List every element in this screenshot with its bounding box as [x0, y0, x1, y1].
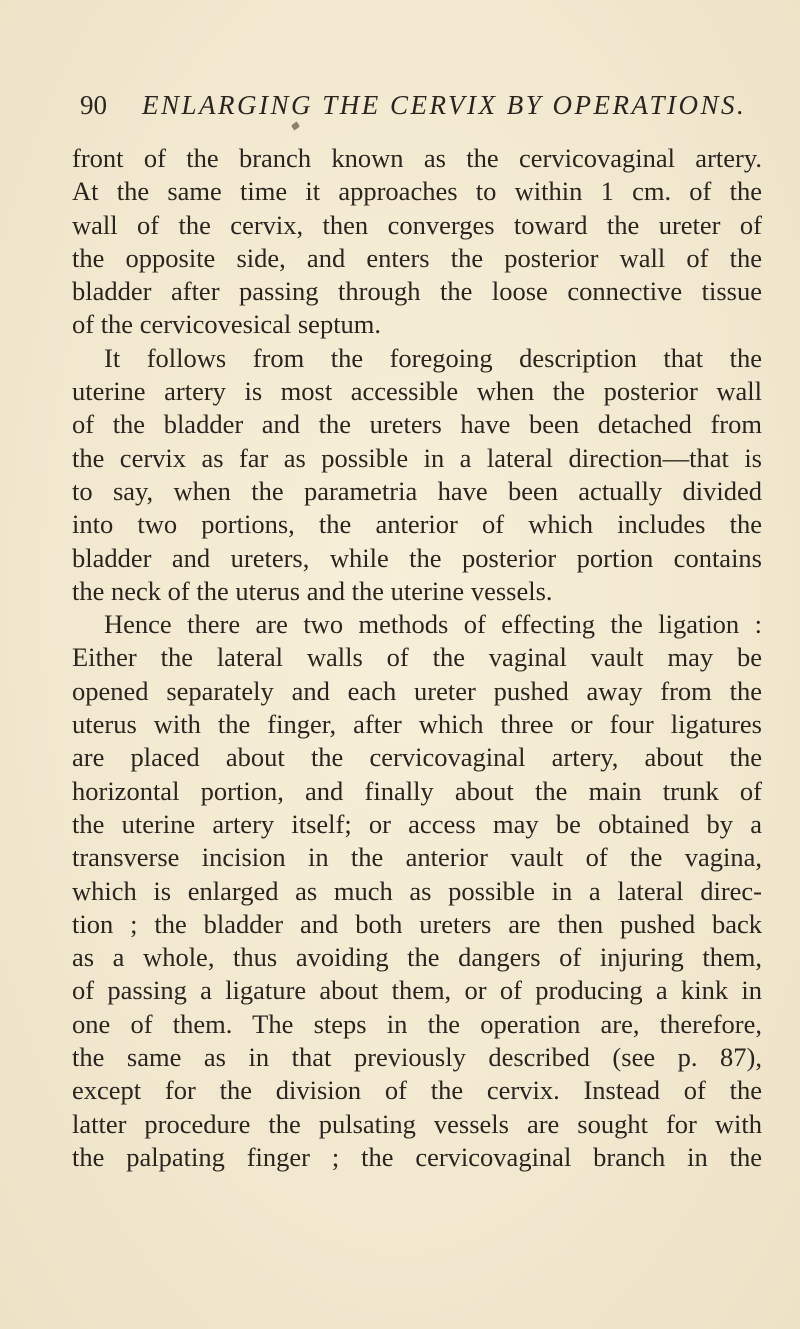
text-line: the palpating finger ; the cervicovaginal branch in the	[72, 1141, 762, 1172]
page-number: 90	[80, 90, 107, 120]
text-line: Either the lateral walls of the vaginal vault may be	[72, 642, 762, 673]
text-line: of the bladder and the ureters have been detached from	[72, 409, 762, 440]
page-header	[80, 88, 747, 122]
text-line: uterus with the finger, after which three or four ligatures	[72, 709, 762, 740]
body-text	[72, 142, 762, 1174]
paragraph-start-line: It follows from the foregoing description that the	[104, 342, 762, 373]
text-line: bladder after passing through the loose connective tissue	[72, 276, 762, 307]
text-line: the cervix as far as possible in a lateral direction—that is	[72, 442, 762, 473]
text-line: front of the branch known as the cervicovaginal artery.	[72, 143, 762, 173]
text-line: the same as in that previously described (see p. 87),	[72, 1042, 762, 1073]
ink-speck	[291, 122, 300, 131]
text-line: are placed about the cervicovaginal artery, about the	[72, 742, 762, 773]
paragraph-start-line: Hence there are two methods of effecting the ligation :	[104, 609, 762, 640]
text-line: into two portions, the anterior of which includes the	[72, 509, 762, 540]
text-line: one of them. The steps in the operation are, therefore,	[72, 1008, 762, 1039]
text-line: except for the division of the cervix. Instead of the	[72, 1075, 762, 1106]
text-line: horizontal portion, and finally about the main trunk of	[72, 775, 762, 806]
text-line: uterine artery is most accessible when the posterior wall	[72, 376, 762, 407]
text-line: the uterine artery itself; or access may be obtained by a	[72, 808, 762, 839]
text-line: of passing a ligature about them, or of producing a kink in	[72, 975, 762, 1006]
text-line: bladder and ureters, while the posterior portion contains	[72, 542, 762, 573]
text-line: transverse incision in the anterior vault of the vagina,	[72, 842, 762, 873]
text-line: wall of the cervix, then converges toward the ureter of	[72, 209, 762, 240]
text-line: the neck of the uterus and the uterine vessels.	[72, 575, 553, 606]
text-line: tion ; the bladder and both ureters are then pushed back	[72, 908, 762, 939]
running-title: ENLARGING THE CERVIX BY OPERATIONS.	[142, 90, 747, 120]
text-line: as a whole, thus avoiding the dangers of injuring them,	[72, 942, 762, 973]
text-line: to say, when the parametria have been actually divided	[72, 475, 762, 506]
text-line: the opposite side, and enters the posterior wall of the	[72, 242, 762, 273]
text-line: opened separately and each ureter pushed away from the	[72, 675, 762, 706]
text-line: of the cervicovesical septum.	[72, 309, 382, 340]
text-line: which is enlarged as much as possible in a lateral direc-	[72, 875, 762, 906]
text-line: latter procedure the pulsating vessels are sought for with	[72, 1108, 762, 1139]
text-line: At the same time it approaches to within 1 cm. of the	[72, 176, 762, 207]
